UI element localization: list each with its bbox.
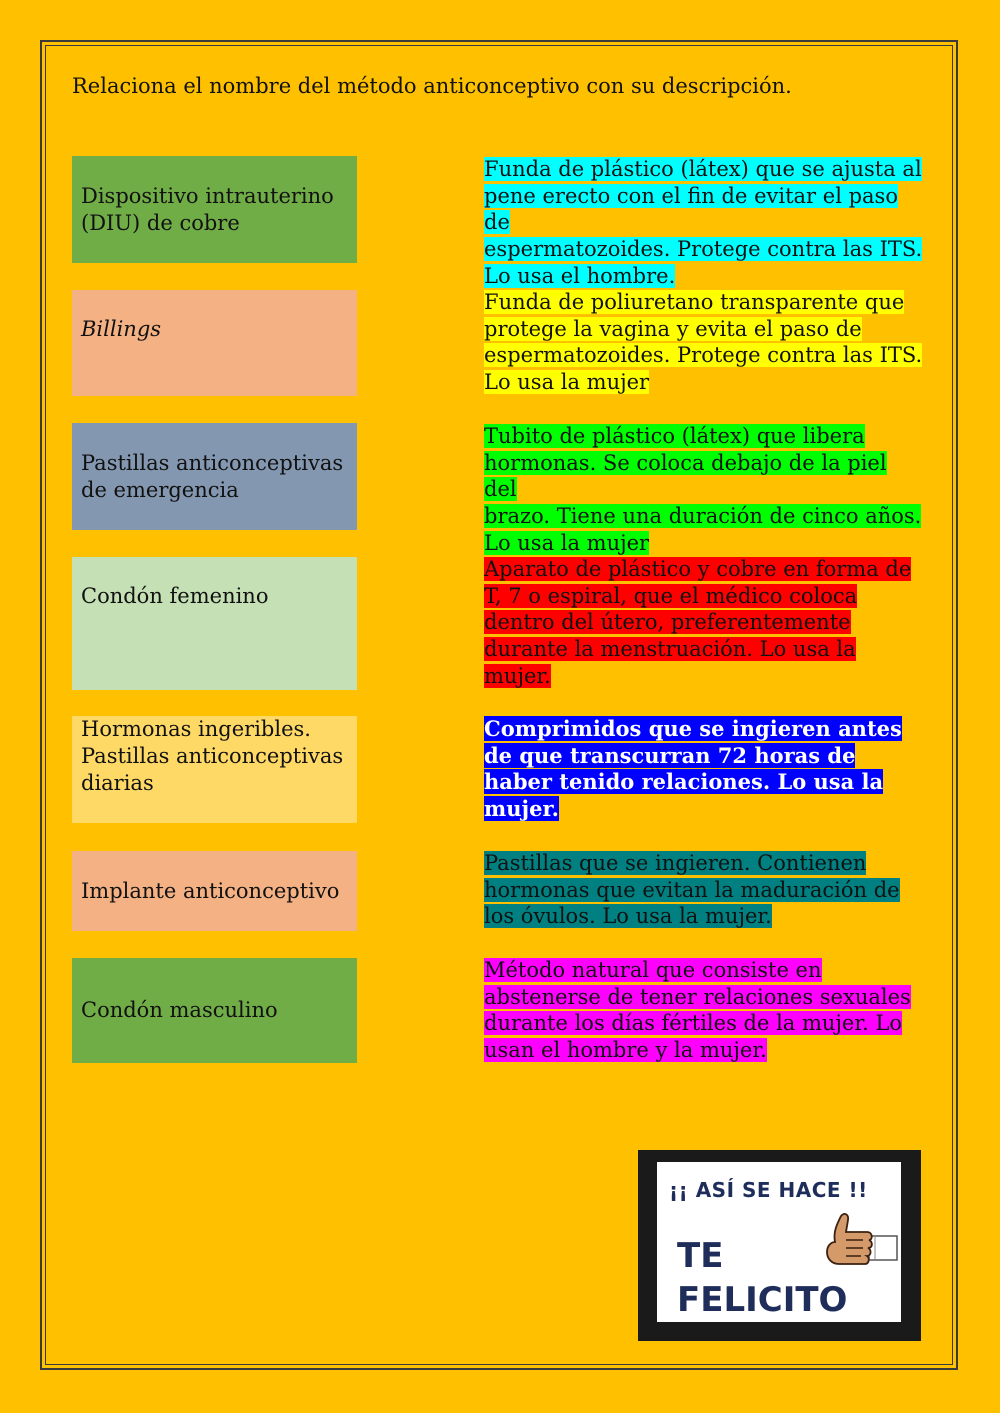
term-line: Pastillas anticonceptivas — [81, 744, 344, 768]
term-box[interactable] — [72, 423, 357, 530]
description-line: espermatozoides. Protege contra las ITS. — [484, 343, 923, 368]
description-line: Lo usa el hombre. — [484, 263, 676, 288]
description-block[interactable] — [484, 423, 924, 557]
description-line: los óvulos. Lo usa la mujer. — [484, 904, 772, 929]
description-line: Método natural que consiste en — [484, 958, 822, 982]
description-block[interactable] — [484, 556, 924, 690]
term-text — [81, 997, 278, 1024]
description-line: Lo usa la mujer — [484, 370, 650, 395]
description-line: brazo. Tiene una duración de cinco años. — [484, 504, 922, 529]
description-line: dentro del útero, preferentemente — [484, 610, 851, 635]
description-line: haber tenido relaciones. Lo usa la — [484, 769, 884, 795]
description-line: Funda de plástico (látex) que se ajusta al — [484, 157, 922, 181]
term-text — [81, 583, 268, 610]
description-line: T, 7 o espiral, que el médico coloca — [484, 583, 858, 608]
term-line: Condón femenino — [81, 584, 269, 608]
term-line: Condón masculino — [81, 998, 278, 1022]
term-line: diarias — [81, 771, 154, 795]
badge-top-text: ¡¡ ASÍ SE HACE !! — [669, 1178, 868, 1202]
congrats-badge-panel — [657, 1162, 901, 1322]
description-line: protege la vagina y evita el paso de — [484, 316, 862, 341]
term-text — [81, 183, 334, 237]
term-box[interactable] — [72, 958, 357, 1063]
term-text — [81, 316, 161, 343]
congrats-badge — [638, 1150, 921, 1341]
term-box[interactable] — [72, 290, 357, 396]
term-line: Pastillas anticonceptivas — [81, 450, 344, 475]
term-text — [81, 878, 339, 905]
term-line: (DIU) de cobre — [81, 210, 240, 235]
description-line: pene erecto con el fin de evitar el paso de — [484, 183, 898, 235]
term-box[interactable] — [72, 557, 357, 690]
term-line: de emergencia — [81, 477, 239, 502]
description-line: Lo usa la mujer — [484, 530, 650, 555]
description-block[interactable] — [484, 850, 924, 930]
description-block[interactable] — [484, 289, 924, 396]
description-line: Funda de poliuretano transparente que — [484, 290, 905, 314]
instruction-text: Relaciona el nombre del método anticonceptivo con su descripción. — [72, 74, 792, 98]
description-line: Tubito de plástico (látex) que libera — [484, 424, 865, 448]
term-line: Dispositivo intrauterino — [81, 183, 334, 208]
term-box[interactable] — [72, 716, 357, 823]
description-line: durante los días fértiles de la mujer. Lo — [484, 1011, 903, 1036]
description-line: durante la menstruación. Lo usa la — [484, 637, 856, 662]
description-line: espermatozoides. Protege contra las ITS. — [484, 237, 923, 262]
description-line: hormonas que evitan la maduración de — [484, 877, 900, 902]
badge-line2: FELICITO — [677, 1280, 848, 1320]
description-line: hormonas. Se coloca debajo de la piel del — [484, 450, 887, 502]
thumbs-up-icon — [813, 1210, 903, 1280]
description-block[interactable] — [484, 957, 924, 1064]
term-text — [81, 716, 343, 797]
description-line: usan el hombre y la mujer. — [484, 1038, 767, 1063]
term-box[interactable] — [72, 156, 357, 263]
description-line: mujer. — [484, 796, 559, 822]
description-line: Comprimidos que se ingieren antes — [484, 716, 902, 741]
term-line: Hormonas ingeribles. — [81, 717, 311, 741]
description-line: Aparato de plástico y cobre en forma de — [484, 557, 912, 581]
badge-line1: TE — [677, 1236, 724, 1276]
description-block[interactable] — [484, 156, 924, 290]
description-block[interactable] — [484, 716, 924, 823]
term-text — [81, 450, 343, 504]
description-line: abstenerse de tener relaciones sexuales — [484, 984, 911, 1009]
description-line: mujer. — [484, 663, 551, 688]
term-box[interactable] — [72, 851, 357, 931]
term-line: Billings — [81, 317, 162, 341]
description-line: Pastillas que se ingieren. Contienen — [484, 851, 867, 875]
description-line: de que transcurran 72 horas de — [484, 742, 856, 768]
term-line: Implante anticonceptivo — [81, 878, 340, 903]
